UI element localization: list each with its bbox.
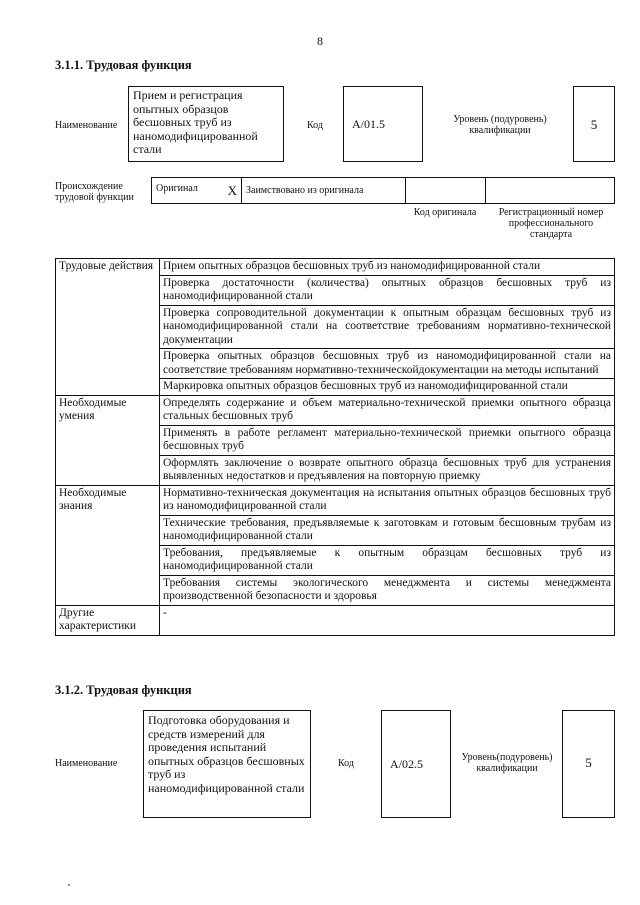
code-label: Код [307,120,323,131]
level-box [573,86,615,162]
origin-original: Оригинал X [152,178,242,204]
section-title-3-1-2: 3.1.2. Трудовая функция [55,683,192,697]
table-cell: Оформлять заключение о возврате опытного образца бесшовных труб для устранения выявленных недостатков и предъявления на повторную приемку [160,455,615,485]
table-cell: Проверка сопроводительной документации к опытным образцам бесшовных труб из наномодифицированной стали на соответствие требованиям нормативно-технической документации [160,305,615,349]
level-box-2 [562,710,615,818]
table-cell: Проверка достаточности (количества) опытных образцов бесшовных труб из наномодифицированной стали [160,275,615,305]
row-label-knowledge: Необходимые знания [56,485,160,605]
level-label-2: Уровень(подуровень) квалификации [461,752,553,774]
row-label-actions: Трудовые действия [56,259,160,396]
function-name-box: Прием и регистрация опытных образцов бесшовных труб из наномодифицированной стали [128,86,284,162]
code-value: А/01.5 [352,117,385,131]
scan-speck [68,884,70,886]
name-label-2: Наименование [55,758,118,769]
function-name-box-2: Подготовка оборудования и средств измерений для проведения испытаний опытных образцов бесшовных труб из наномодифицированной стали [143,710,311,818]
table-cell: Нормативно-техническая документация на испытания опытных образцов бесшовных труб из наномодифицированной стали [160,485,615,515]
code-box-2 [381,710,451,818]
table-cell: Технические требования, предъявляемые к заготовкам и готовым бесшовным трубам из наномодифицированной стали [160,515,615,545]
section-title-3-1-1: 3.1.1. Трудовая функция [55,58,192,72]
name-label: Наименование [55,120,118,131]
origin-borrowed: Заимствовано из оригинала [242,178,406,204]
page-number: 8 [317,34,323,48]
table-cell: Прием опытных образцов бесшовных труб из наномодифицированной стали [160,259,615,276]
table-cell: Проверка опытных образцов бесшовных труб из наномодифицированной стали на соответствие требованиям нормативно-техническойдокументации на методы испытаний [160,349,615,379]
table-cell: Маркировка опытных образцов бесшовных труб из наномодифицированной стали [160,379,615,396]
table-cell: Требования системы экологического менеджмента и системы менеджмента производственной безопасности и здоровья [160,575,615,605]
table-cell: Определять содержание и объем материально-технической приемки опытного образца стальных бесшовных труб [160,395,615,425]
origin-code-cell [406,178,486,204]
code-label-2: Код [338,758,354,769]
origin-reg-label: Регистрационный номер профессионального стандарта [498,207,604,240]
origin-mark: X [227,182,237,198]
level-value: 5 [590,117,598,132]
row-label-skills: Необходимые умения [56,395,160,485]
origin-label: Происхождение трудовой функции [55,181,134,203]
table-cell: Требования, предъявляемые к опытным образцам бесшовных труб из наномодифицированной стали [160,545,615,575]
row-label-other: Другие характеристики [56,605,160,635]
level-value-2: 5 [585,755,592,770]
origin-table [151,177,615,204]
code-value-2: А/02.5 [390,757,423,771]
origin-code-label: Код оригинала [413,207,477,218]
table-cell: - [160,605,615,635]
level-label: Уровень (подуровень) квалификации [453,114,547,136]
origin-reg-cell [486,178,615,204]
code-box [343,86,423,162]
function-details-table [55,258,615,636]
table-cell: Применять в работе регламент материально-технической приемки опытного образца бесшовных труб [160,425,615,455]
